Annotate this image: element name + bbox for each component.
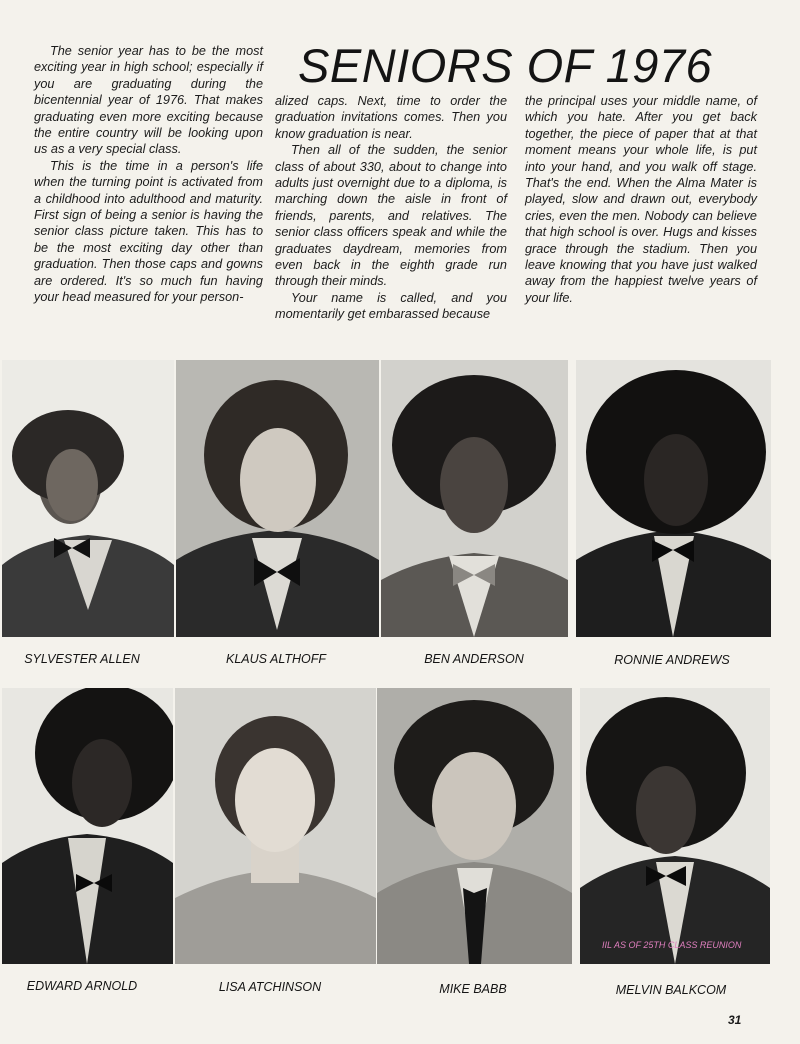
senior-name: KLAUS ALTHOFF [225,652,327,666]
article-column-2 [275,93,507,323]
portrait-photo-ronnie-andrews [576,360,771,637]
portrait-photo-ben-anderson [381,360,568,637]
article-paragraph: Your name is called, and you momentarily get embarassed because [275,290,507,322]
senior-name: LISA ATCHINSON [218,980,322,994]
portrait-photo-sylvester-allen [2,360,174,637]
portrait-photo-klaus-althoff [176,360,379,637]
senior-name: RONNIE ANDREWS [614,653,730,667]
portrait-photo-edward-arnold [2,688,173,964]
senior-name: MELVIN BALKCOM [615,983,727,997]
senior-name: MIKE BABB [439,982,507,996]
article-column-3 [525,93,757,306]
article-paragraph: alized caps. Next, time to order the graduation invitations comes. Then you know graduation is near. [275,94,507,141]
article-paragraph: the principal uses your middle name, of which you hate. After you get back together, the piece of paper that at that moment means your whole life, is put into your hand, and you walk off stage. That's the end. When the Alma Mater is played, slow and drawn out, everybody cries, even the men. Nobody can believe that high school is over. Hugs and kisses grace through the stadium. Then you leave knowing that you have just walked away from the happiest twelve years of your life. [525,94,757,305]
article-column-1 [34,43,263,306]
portrait-photo-lisa-atchinson [175,688,376,964]
article-paragraph: Then all of the sudden, the senior class of about 330, about to change into adults just overnight due to a diploma, is marching down the aisle in front of friends, parents, and relatives. The senior class officers speak and while the graduates daydream, memories from even back in the eighth grade run through their minds. [275,143,507,289]
portrait-photo-melvin-balkcom [580,688,770,964]
senior-name: SYLVESTER ALLEN [24,652,140,666]
senior-name: BEN ANDERSON [424,652,524,666]
article-paragraph: This is the time in a person's life when the turning point is activated from a childhood into adulthood and maturity. First sign of being a senior is having the senior class picture taken. This has to be the most exciting day other than graduation. Then those caps and gowns are ordered. It's so much fun having your head measured for your person- [34,158,263,305]
senior-name: EDWARD ARNOLD [26,979,138,993]
portrait-photo-mike-babb [377,688,572,964]
page-number: 31 [728,1013,742,1027]
reunion-stamp: IIL AS OF 25TH CLASS REUNION [602,940,742,950]
page-heading: SENIORS OF 1976 [298,39,713,92]
article-paragraph: The senior year has to be the most exciting year in high school; especially if you are graduating during the bicentennial year of 1976. That makes graduating even more exciting because the entire country will be looking upon us as a very special class. [34,44,263,157]
